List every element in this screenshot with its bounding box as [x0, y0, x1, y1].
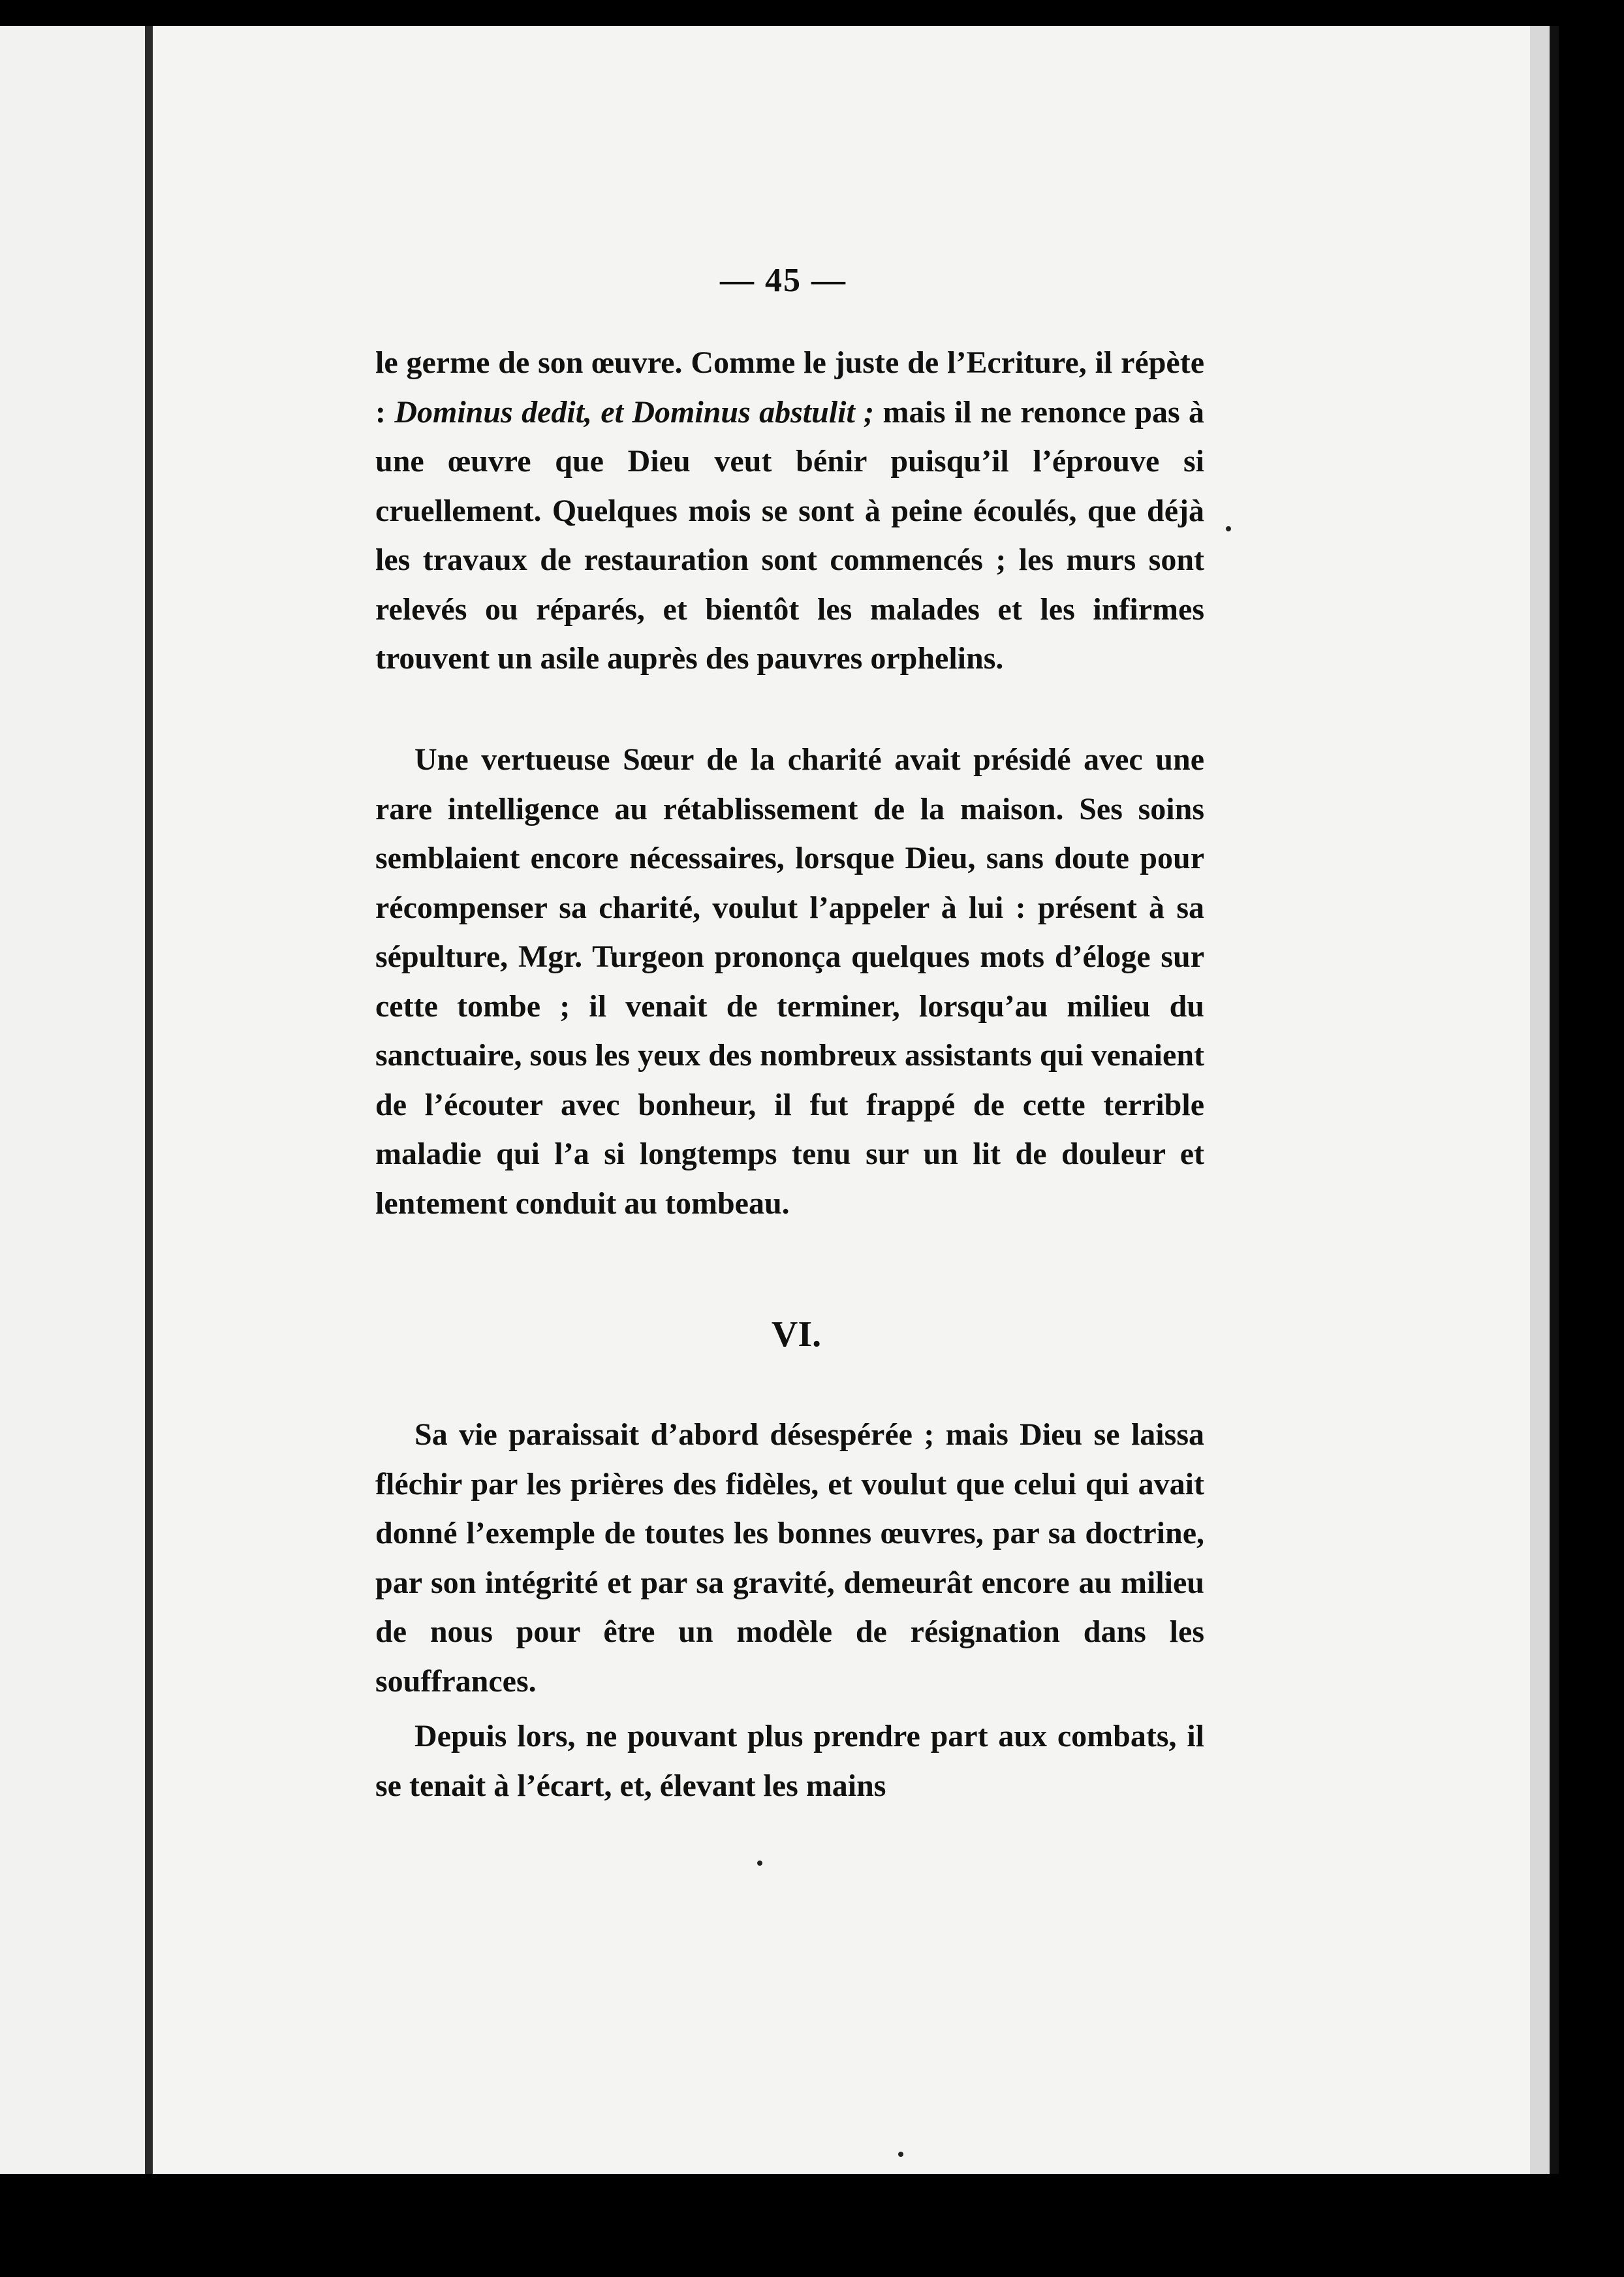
paragraph: Une vertueuse Sœur de la charité avait présidé avec une rare intelligence au rétablissement de la maison. Ses soins semblaient encore nécessaires, lorsque Dieu, sans doute pour récompenser sa charité, voulut l’appeler à lui : présent à sa sépulture, Mgr. Turgeon prononça quelques mots d’éloge sur cette tombe ; il venait de terminer, lorsqu’au milieu du sanctuaire, sous les yeux des nombreux assistants qui venaient de l’écouter avec bonheur, il fut frappé de cette terrible maladie qui l’a si longtemps tenu sur un lit de douleur et lentement conduit au tombeau.: [375, 742, 1204, 1221]
facing-page-edge: [0, 26, 145, 2174]
paragraph-continued: [375, 338, 1204, 683]
page-edge: [1530, 26, 1550, 2174]
page-edge-shadow: [1550, 26, 1559, 2174]
section-heading: VI.: [771, 1314, 822, 1355]
ink-speck: [757, 1861, 762, 1866]
paragraph-text-end: mais il ne renonce pas à une œuvre que Dieu veut bénir puisqu’il l’éprouve si cruellement. Quelques mois se sont à peine écoulés, que déjà les travaux de restauration sont commencés ; les murs sont relevés ou réparés, et bientôt les malades et les infirmes trouvent un asile auprès des pauvres orphelins.: [375, 394, 1204, 676]
ink-speck: [898, 2152, 903, 2157]
gutter-shadow: [145, 26, 153, 2174]
latin-quotation: Dominus dedit, et Dominus abstulit ;: [394, 394, 875, 430]
page-number-header: — 45 —: [720, 262, 847, 299]
ink-speck: [1226, 526, 1231, 531]
paragraph: Depuis lors, ne pouvant plus prendre part aux combats, il se tenait à l’écart, et, élevant les mains: [375, 1719, 1204, 1803]
paragraph: Sa vie paraissait d’abord désespérée ; mais Dieu se laissa fléchir par les prières des fidèles, et voulut que celui qui avait donné l’exemple de toutes les bonnes œuvres, par sa doctrine, par son intégrité et par sa gravité, demeurât encore au milieu de nous pour être un modèle de résignation dans les souffrances.: [375, 1417, 1204, 1699]
paragraph-text-start: le germe de son œuvre. Comme le juste de l’Ecriture, il répète :: [375, 345, 1204, 430]
